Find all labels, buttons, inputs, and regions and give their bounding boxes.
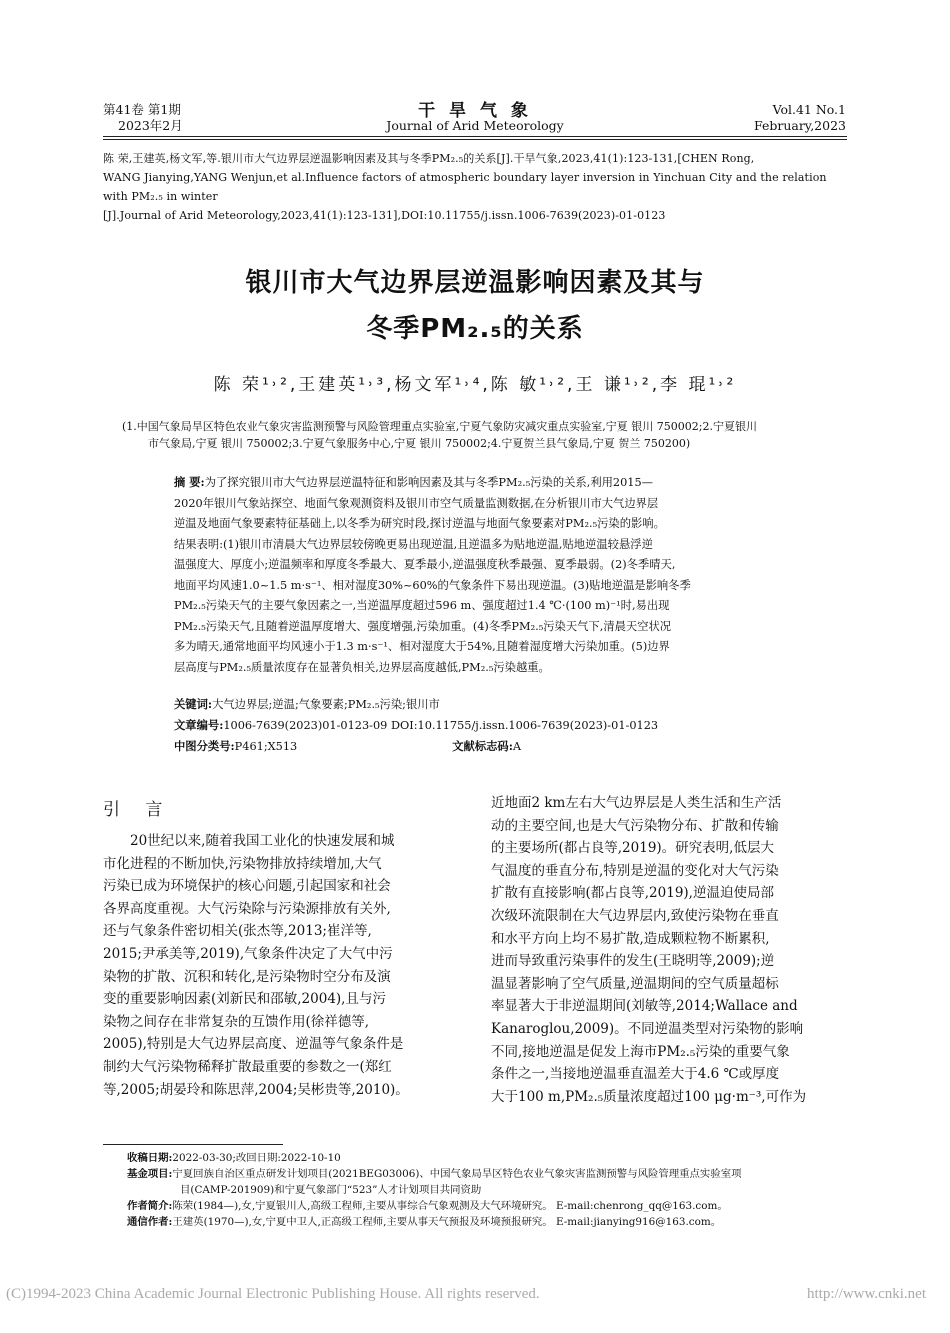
body-line: 等,2005;胡晏玲和陈思萍,2004;吴彬贵等,2010)。 xyxy=(103,1081,409,1098)
abstract-line: 逆温及地面气象要素特征基础上,以冬季为研究时段,探讨逆温与地面气象要素对PM₂.₅污染的影响。 xyxy=(174,517,665,530)
body-line: 市化进程的不断加快,污染物排放持续增加,大气 xyxy=(103,855,382,872)
abstract-line: 结果表明:(1)银川市清晨大气边界层较傍晚更易出现逆温,且逆温多为贴地逆温,贴地逆温较悬浮逆 xyxy=(174,537,653,551)
header-rule-bottom xyxy=(103,139,847,140)
body-line: 气温度的垂直分布,特别是逆温的变化对大气污染 xyxy=(491,862,779,879)
body-line: 次级环流限制在大气边界层内,致使污染物在垂直 xyxy=(491,907,779,924)
citation-line: 陈 荣,王建英,杨文军,等.银川市大气边界层逆温影响因素及其与冬季PM₂.₅的关系[J].干旱气象,2023,41(1):123-131,[CHEN Rong, xyxy=(103,152,755,165)
keywords-label: 关键词: xyxy=(174,697,213,711)
body-line: 近地面2 km左右大气边界层是人类生活和生产活 xyxy=(491,795,782,811)
corresponding-author: 王建英(1970—),女,宁夏中卫人,正高级工程师,主要从事天气预报及环境预报研究。 E-mail:jianying916@163.com。 xyxy=(172,1216,722,1228)
fund-label: 基金项目: xyxy=(127,1168,173,1180)
authors: 陈 荣¹˒²,王建英¹˒³,杨文军¹˒⁴,陈 敏¹˒²,王 谦¹˒²,李 琨¹˒² xyxy=(213,375,737,395)
body-line: 2015;尹承美等,2019),气象条件决定了大气中污 xyxy=(103,945,393,962)
abstract xyxy=(174,472,784,678)
section-heading-introduction: 引 言 xyxy=(103,800,173,820)
corresponding-author-label: 通信作者: xyxy=(127,1216,173,1228)
body-line: 还与气象条件密切相关(张杰等,2013;崔洋等, xyxy=(103,923,372,940)
abstract-line: 为了探究银川市大气边界层逆温特征和影响因素及其与冬季PM₂.₅污染的关系,利用2015— xyxy=(204,476,653,489)
cnki-link[interactable]: http://www.cnki.net xyxy=(806,1286,926,1302)
body-line: 污染已成为环境保护的核心问题,引起国家和社会 xyxy=(103,878,391,895)
footnote-rule xyxy=(103,1144,283,1145)
header-rule-top xyxy=(103,136,847,137)
document-code: A xyxy=(512,740,522,753)
body-line: 条件之一,当接地逆温垂直温差大于4.6 ℃或厚度 xyxy=(491,1066,780,1083)
body-line: 各界高度重视。大气污染除与污染源排放有关外, xyxy=(103,900,391,917)
journal-volume-en: Vol.41 No.1 xyxy=(772,102,846,117)
clc-number: P461;X513 xyxy=(234,740,298,753)
citation xyxy=(103,149,853,225)
body-line: Kanaroglou,2009)。不同逆温类型对污染物的影响 xyxy=(491,1020,804,1037)
body-line: 不同,接地逆温是促发上海市PM₂.₅污染的重要气象 xyxy=(491,1043,790,1060)
body-line: 制约大气污染物稀释扩散最重要的参数之一(郑红 xyxy=(103,1058,392,1075)
body-line: 染物的扩散、沉积和转化,是污染物时空分布及演 xyxy=(103,968,391,985)
abstract-line: 2020年银川气象站探空、地面气象观测资料及银川市空气质量监测数据,在分析银川市大气边界层 xyxy=(174,496,659,510)
body-line: 扩散有直接影响(都占良等,2019),逆温迫使局部 xyxy=(491,885,774,902)
journal-volume-issue: 第41卷 第1期 xyxy=(103,102,181,117)
body-line: 率显著大于非逆温期间(刘敏等,2014;Wallace and xyxy=(491,998,798,1015)
body-line: 染物之间存在非常复杂的互馈作用(徐祥德等, xyxy=(103,1013,370,1030)
journal-date-en: February,2023 xyxy=(753,118,846,133)
keywords: 大气边界层;逆温;气象要素;PM₂.₅污染;银川市 xyxy=(212,698,440,711)
fund-line: 目(CAMP-201909)和宁夏气象部门“523”人才计划项目共同资助 xyxy=(180,1184,482,1196)
body-line: 动的主要空间,也是大气污染物分布、扩散和传输 xyxy=(491,817,779,834)
journal-name-en: Journal of Arid Meteorology xyxy=(386,118,564,133)
article-number-label: 文章编号: xyxy=(174,718,224,732)
abstract-line: 层高度与PM₂.₅质量浓度存在显著负相关,边界层高度越低,PM₂.₅污染越重。 xyxy=(174,660,550,674)
body-line: 进而导致重污染事件的发生(王晓明等,2009);逆 xyxy=(491,953,775,970)
body-line: 变的重要影响因素(刘新民和邵敏,2004),且与污 xyxy=(103,991,386,1008)
body-line: 的主要场所(都占良等,2019)。研究表明,低层大 xyxy=(491,840,774,857)
affiliation-line: (1.中国气象局旱区特色农业气象灾害监测预警与风险管理重点实验室,宁夏气象防灾减灾重点实验室,宁夏 银川 750002;2.宁夏银川 xyxy=(122,420,757,433)
document-code-label: 文献标志码: xyxy=(452,739,513,753)
abstract-line: 地面平均风速1.0~1.5 m·s⁻¹、相对湿度30%~60%的气象条件下易出现逆温。(3)贴地逆温是影响冬季 xyxy=(174,578,691,592)
abstract-label: 摘 要: xyxy=(174,475,205,489)
abstract-line: PM₂.₅污染天气,且随着逆温厚度增大、强度增强,污染加重。(4)冬季PM₂.₅污染天气下,清晨天空状况 xyxy=(174,619,672,633)
received-date: 2022-03-30;改回日期:2022-10-10 xyxy=(172,1152,341,1164)
keywords-block xyxy=(174,694,784,757)
intro-left-column xyxy=(103,830,461,1101)
journal-date: 2023年2月 xyxy=(118,118,183,133)
affiliation-line: 市气象局,宁夏 银川 750002;3.宁夏气象服务中心,宁夏 银川 750002;4.宁夏贺兰县气象局,宁夏 贺兰 750200) xyxy=(148,437,691,450)
abstract-line: 温强度大、厚度小;逆温频率和厚度冬季最大、夏季最小,逆温强度秋季最强、夏季最弱。(2)冬季晴天, xyxy=(174,558,676,571)
citation-line: WANG Jianying,YANG Wenjun,et al.Influence factors of atmospheric boundary layer inversion in Yinchuan City and the relation with PM₂.₅ in winter xyxy=(103,171,827,203)
affiliations xyxy=(122,418,842,452)
paper-title-line2: 冬季PM₂.₅的关系 xyxy=(366,314,584,344)
received-label: 收稿日期: xyxy=(127,1152,173,1164)
fund-line: 宁夏回族自治区重点研发计划项目(2021BEG03006)、中国气象局旱区特色农业气象灾害监测预警与风险管理重点实验室项 xyxy=(172,1168,742,1180)
paper-title-line1: 银川市大气边界层逆温影响因素及其与 xyxy=(245,268,705,298)
author-bio: 陈荣(1984—),女,宁夏银川人,高级工程师,主要从事综合气象观测及大气环境研究。 E-mail:chenrong_qq@163.com。 xyxy=(172,1200,728,1212)
citation-line: [J].Journal of Arid Meteorology,2023,41(1):123-131],DOI:10.11755/j.issn.1006-7639(2023)-01-0123 xyxy=(103,209,666,222)
body-line: 温显著影响了空气质量,逆温期间的空气质量超标 xyxy=(491,975,779,992)
abstract-line: PM₂.₅污染天气的主要气象因素之一,当逆温厚度超过596 m、强度超过1.4 ℃·(100 m)⁻¹时,易出现 xyxy=(174,599,670,612)
clc-label: 中图分类号: xyxy=(174,739,235,753)
body-line: 20世纪以来,随着我国工业化的快速发展和城 xyxy=(130,833,395,849)
copyright-notice: (C)1994-2023 China Academic Journal Electronic Publishing House. All rights reserved. xyxy=(6,1286,540,1302)
footnotes xyxy=(127,1150,847,1230)
body-line: 大于100 m,PM₂.₅质量浓度超过100 μg·m⁻³,可作为 xyxy=(491,1088,807,1105)
author-bio-label: 作者简介: xyxy=(127,1200,173,1212)
abstract-line: 多为晴天,通常地面平均风速小于1.3 m·s⁻¹、相对湿度大于54%,且随着湿度增大污染加重。(5)边界 xyxy=(174,640,670,653)
body-line: 和水平方向上均不易扩散,造成颗粒物不断累积, xyxy=(491,930,770,947)
journal-name-cn: 干 旱 气 象 xyxy=(418,101,532,121)
article-number: 1006-7639(2023)01-0123-09 DOI:10.11755/j.issn.1006-7639(2023)-01-0123 xyxy=(223,719,659,732)
body-line: 2005),特别是大气边界层高度、逆温等气象条件是 xyxy=(103,1036,404,1053)
intro-right-column xyxy=(491,792,849,1108)
